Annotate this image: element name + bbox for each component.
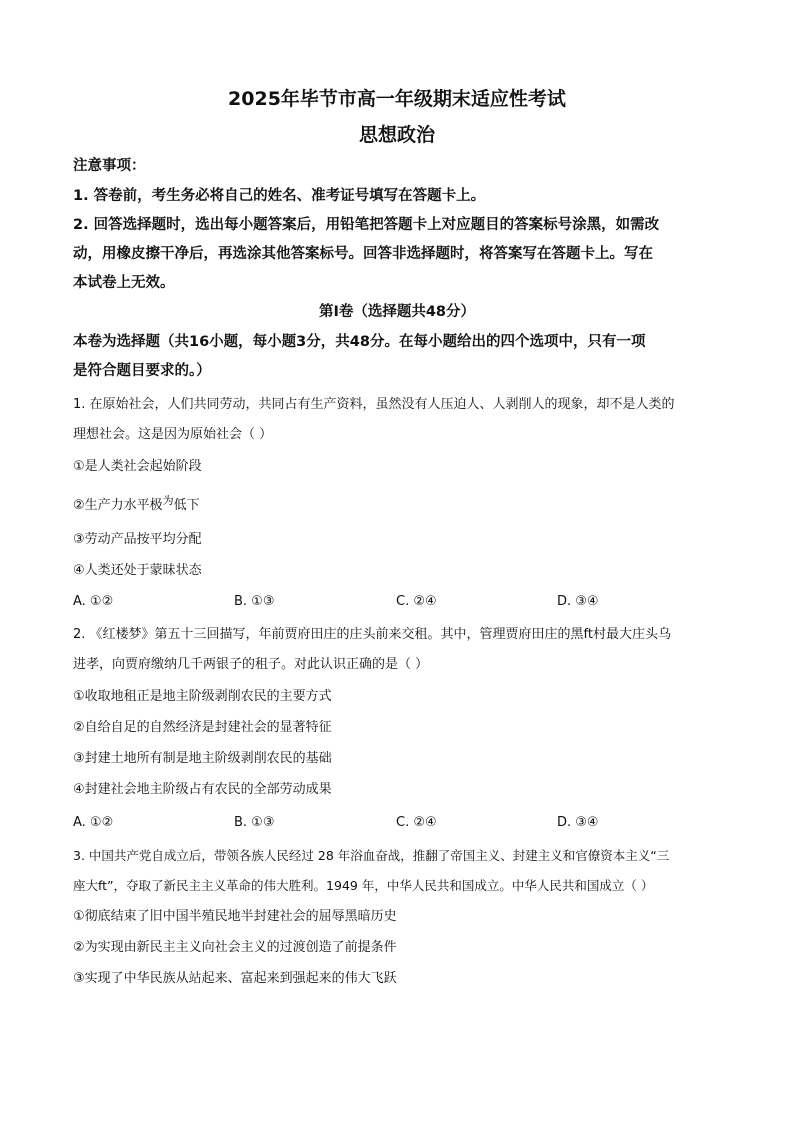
q2-statement-2: ②自给自足的自然经济是封建社会的显著特征	[73, 720, 332, 735]
q3-stem-line-2: 座大ft”，夺取了新民主主义革命的伟大胜利。1949 年，中华人民共和国成立。中华人民共和国成立（ ）	[73, 878, 654, 893]
q1-option-c: C. ②④	[396, 594, 437, 609]
notice-item-2-line-2: 动，用橡皮擦干净后，再选涂其他答案标号。回答非选择题时，将答案写在答题卡上。写在	[73, 246, 653, 262]
notice-heading: 注意事项：	[73, 158, 146, 174]
q1-stem-line-2: 理想社会。这是因为原始社会（ ）	[73, 427, 273, 442]
q1-option-a: A. ①②	[73, 594, 114, 609]
q2-option-d: D. ③④	[557, 815, 599, 830]
q2-option-c: C. ②④	[396, 815, 437, 830]
q1-statement-4: ④人类还处于蒙昧状态	[73, 563, 202, 578]
q3-statement-3: ③实现了中华民族从站起来、富起来到强起来的伟大飞跃	[73, 971, 397, 986]
q3-stem-line-1: 3. 中国共产党自成立后，带领各族人民经过 28 年浴血奋战，推翻了帝国主义、封建主义和官僚资本主义“三	[73, 848, 670, 863]
q2-stem-line-1: 2. 《红楼梦》第五十三回描写，年前贾府田庄的庄头前来交租。其中，管理贾府田庄的黑ft村最大庄头乌	[73, 627, 671, 642]
q1-statement-2-sup: 为	[162, 494, 174, 507]
q3-statement-1: ①彻底结束了旧中国半殖民地半封建社会的屈辱黑暗历史	[73, 909, 397, 924]
q2-option-a: A. ①②	[73, 815, 114, 830]
q1-statement-2-a: ②生产力水平极	[73, 498, 163, 513]
section-title: 第Ⅰ卷（选择题共48分）	[318, 304, 476, 320]
section-intro-line-1: 本卷为选择题（共16小题，每小题3分，共48分。在每小题给出的四个选项中，只有一项	[73, 334, 646, 350]
notice-item-2-line-1: 2. 回答选择题时，选出每小题答案后，用铅笔把答题卡上对应题目的答案标号涂黑，如需改	[73, 217, 660, 233]
q2-statement-3: ③封建土地所有制是地主阶级剥削农民的基础	[73, 751, 332, 766]
subject-title: 思想政治	[358, 124, 435, 146]
q1-statement-2-b: 低下	[173, 498, 200, 513]
notice-item-1: 1. 答卷前，考生务必将自己的姓名、准考证号填写在答题卡上。	[73, 188, 486, 204]
notice-item-2-line-3: 本试卷上无效。	[73, 275, 175, 291]
q1-statement-2	[73, 496, 200, 516]
q1-option-d: D. ③④	[557, 594, 599, 609]
q1-statement-1: ①是人类社会起始阶段	[73, 459, 202, 474]
q3-statement-2: ②为实现由新民主主义向社会主义的过渡创造了前提条件	[73, 940, 397, 955]
q2-option-b: B. ①③	[234, 815, 275, 830]
q1-option-b: B. ①③	[234, 594, 275, 609]
q2-stem-line-2: 进孝，向贾府缴纳几千两银子的租子。对此认识正确的是（ ）	[73, 657, 429, 672]
q2-statement-4: ④封建社会地主阶级占有农民的全部劳动成果	[73, 782, 332, 797]
q2-statement-1: ①收取地租正是地主阶级剥削农民的主要方式	[73, 689, 332, 704]
q1-statement-3: ③劳动产品按平均分配	[73, 532, 202, 547]
section-intro-line-2: 是符合题目要求的。）	[73, 363, 211, 379]
exam-title: 2025年毕节市高一年级期末适应性考试	[228, 88, 566, 110]
q1-stem-line-1: 1. 在原始社会，人们共同劳动，共同占有生产资料，虽然没有人压迫人、人剥削人的现象，却不是人类的	[73, 397, 675, 412]
